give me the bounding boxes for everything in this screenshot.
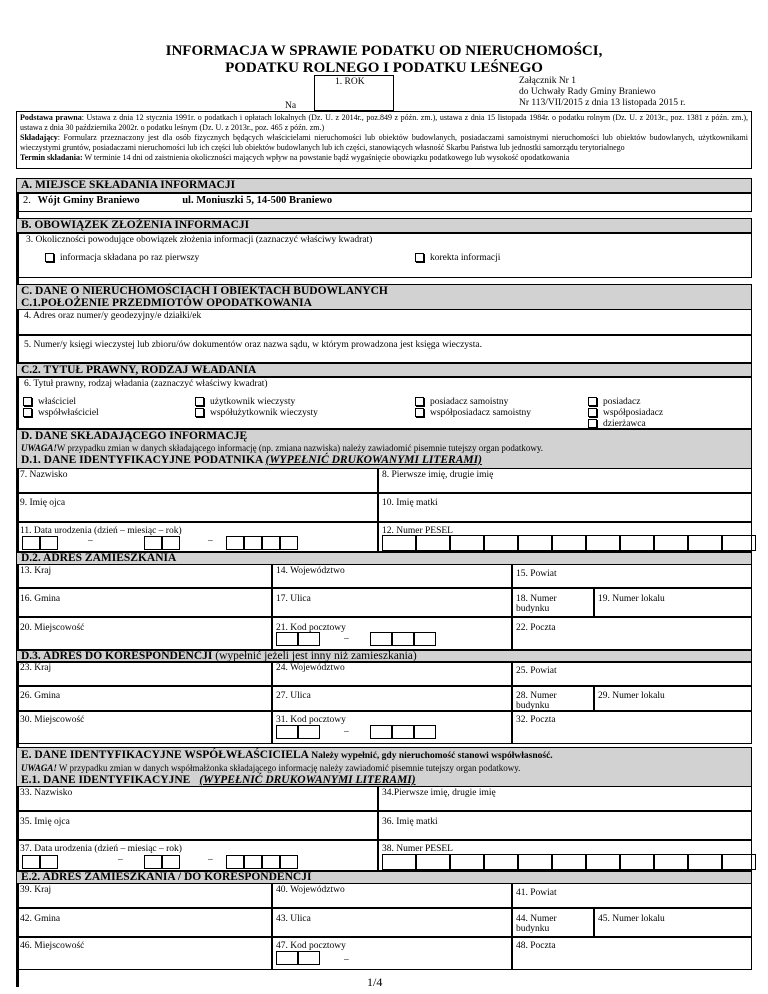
digit-box[interactable] xyxy=(382,854,416,870)
title-col1 xyxy=(23,397,99,419)
digit-box[interactable] xyxy=(620,535,654,551)
digit-box[interactable] xyxy=(518,854,552,870)
field46-label: 46. Miejscowość xyxy=(20,941,85,951)
title-col4 xyxy=(588,397,663,430)
digit-box[interactable] xyxy=(298,951,320,965)
field5-label: 5. Numer/y księgi wieczystej lub zbioru/ów dokumentów oraz nazwa sądu, w którym prowadzona jest księga wieczysta. xyxy=(24,340,482,350)
field45-flat-no[interactable] xyxy=(594,908,752,937)
digit-box[interactable] xyxy=(22,855,40,869)
digit-box[interactable] xyxy=(276,951,298,965)
digit-box[interactable] xyxy=(484,535,518,551)
field41-county[interactable] xyxy=(512,883,752,908)
section-e2-header: E.2. ADRES ZAMIESZKANIA / DO KORESPONDENCJI xyxy=(16,871,752,884)
field15-county[interactable] xyxy=(512,564,752,588)
field12-label: 12. Numer PESEL xyxy=(382,526,453,536)
field20-locality[interactable] xyxy=(16,617,272,650)
field43-street[interactable] xyxy=(272,908,512,937)
option-correction[interactable] xyxy=(415,253,500,263)
field15-label: 15. Powiat xyxy=(516,569,557,579)
opt-perpetual-user-label: użytkownik wieczysty xyxy=(210,397,296,407)
postal-separator: – xyxy=(344,955,349,965)
field40-voivodeship[interactable] xyxy=(272,883,512,908)
section-c2-header: C.2. TYTUŁ PRAWNY, RODZAJ WŁADANIA xyxy=(16,363,752,377)
digit-box[interactable] xyxy=(392,725,414,739)
field11-birth-date[interactable] xyxy=(16,522,378,552)
field24-voivodeship[interactable] xyxy=(272,661,512,686)
field17-label: 17. Ulica xyxy=(276,594,311,604)
option-first-filing-label: informacja składana po raz pierwszy xyxy=(60,253,200,263)
form-title-line2: PODATKU ROLNEGO I PODATKU LEŚNEGO xyxy=(225,60,543,76)
field39-label: 39. Kraj xyxy=(20,885,52,895)
field14-voivodeship[interactable] xyxy=(272,564,512,588)
option-correction-label: korekta informacji xyxy=(430,253,501,263)
opt-independent-holder-label: posiadacz samoistny xyxy=(430,397,509,407)
section-d-warning-label: UWAGA! xyxy=(21,443,57,453)
field23-country[interactable] xyxy=(16,661,272,686)
digit-box[interactable] xyxy=(370,725,392,739)
opt-co-perpetual-user[interactable] xyxy=(195,408,318,419)
opt-holder[interactable] xyxy=(588,397,663,408)
section-c-title: C. DANE O NIERUCHOMOŚCIACH I OBIEKTACH BUDOWLANYCH xyxy=(21,285,388,297)
opt-co-holder[interactable] xyxy=(588,408,663,419)
date-separator: – xyxy=(118,855,123,865)
field10-mother-name[interactable] xyxy=(378,493,752,522)
attachment-line3: Nr 113/VII/2015 z dnia 13 listopada 2015 r. xyxy=(519,98,686,108)
digit-box[interactable] xyxy=(40,536,58,550)
opt-co-perpetual-user-label: współużytkownik wieczysty xyxy=(210,408,318,418)
field16-commune[interactable] xyxy=(16,588,272,617)
section-b-header: B. OBOWIĄZEK ZŁOŻENIA INFORMACJI xyxy=(16,218,752,233)
digit-box[interactable] xyxy=(244,536,262,550)
option-first-filing[interactable] xyxy=(45,253,199,263)
field35-label: 35. Imię ojca xyxy=(20,817,70,827)
opt-owner-label: właściciel xyxy=(38,397,76,407)
legal-basis-block xyxy=(16,111,752,169)
checkbox-icon[interactable] xyxy=(415,397,424,406)
year-label: 1. ROK xyxy=(335,77,365,87)
digit-box[interactable] xyxy=(162,855,180,869)
digit-box[interactable] xyxy=(484,854,518,870)
opt-co-independent-holder-label: współposiadacz samoistny xyxy=(430,408,532,418)
section-e-warning-label: UWAGA! xyxy=(21,763,57,773)
opt-coowner[interactable] xyxy=(23,408,99,419)
digit-box[interactable] xyxy=(276,725,298,739)
digit-box[interactable] xyxy=(416,854,450,870)
digit-box[interactable] xyxy=(414,725,436,739)
field13-label: 13. Kraj xyxy=(20,566,52,576)
digit-box[interactable] xyxy=(370,632,392,646)
field19-label: 19. Numer lokalu xyxy=(598,594,665,604)
field16-label: 16. Gmina xyxy=(20,594,61,604)
section-e1-title: E.1. DANE IDENTYFIKACYJNE xyxy=(21,774,191,786)
opt-perpetual-user[interactable] xyxy=(195,397,318,408)
digit-box[interactable] xyxy=(144,855,162,869)
field4-address-parcels[interactable] xyxy=(16,309,752,335)
field23-label: 23. Kraj xyxy=(20,663,52,673)
digit-box[interactable] xyxy=(450,535,484,551)
postal-separator: – xyxy=(344,727,349,737)
date-separator: – xyxy=(88,536,93,546)
digit-box[interactable] xyxy=(40,855,58,869)
digit-box[interactable] xyxy=(382,535,416,551)
postal-separator: – xyxy=(344,634,349,644)
field7-label: 7. Nazwisko xyxy=(20,470,68,480)
date-separator: – xyxy=(208,855,213,865)
opt-independent-holder[interactable] xyxy=(415,397,531,408)
checkbox-icon[interactable] xyxy=(23,397,32,406)
field29-label: 29. Numer lokalu xyxy=(598,691,665,701)
digit-box[interactable] xyxy=(226,855,244,869)
digit-box[interactable] xyxy=(722,535,756,551)
attachment-line1: Załącznik Nr 1 xyxy=(519,76,576,86)
digit-box[interactable] xyxy=(276,632,298,646)
digit-box[interactable] xyxy=(722,854,756,870)
field13-country[interactable] xyxy=(16,564,272,588)
digit-box[interactable] xyxy=(244,855,262,869)
field26-label: 26. Gmina xyxy=(20,691,61,701)
digit-box[interactable] xyxy=(414,632,436,646)
field40-label: 40. Województwo xyxy=(276,885,345,895)
digit-box[interactable] xyxy=(552,854,586,870)
field47-label: 47. Kod pocztowy xyxy=(276,941,346,951)
checkbox-icon[interactable] xyxy=(588,397,597,406)
office-address: ul. Moniuszki 5, 14-500 Braniewo xyxy=(182,195,333,206)
field6-label: 6. Tytuł prawny, rodzaj władania (zaznaczyć właściwy kwadrat) xyxy=(24,379,268,389)
field48-post-office[interactable] xyxy=(512,937,752,970)
field27-street[interactable] xyxy=(272,686,512,711)
field37-label: 37. Data urodzenia (dzień – miesiąc – rok) xyxy=(20,844,182,854)
field14-label: 14. Województwo xyxy=(276,566,345,576)
office-name: Wójt Gminy Braniewo xyxy=(37,195,140,206)
field32-label: 32. Poczta xyxy=(516,715,556,725)
field6-legal-title xyxy=(16,377,752,429)
section-c-header xyxy=(16,284,752,310)
section-a-header: A. MIEJSCE SKŁADANIA INFORMACJI xyxy=(16,178,752,193)
field28-building-no[interactable] xyxy=(512,686,594,711)
checkbox-icon[interactable] xyxy=(588,419,597,428)
title-col2 xyxy=(195,397,318,419)
field43-label: 43. Ulica xyxy=(276,914,311,924)
checkbox-icon[interactable] xyxy=(415,408,424,417)
digit-box[interactable] xyxy=(416,535,450,551)
attachment-note xyxy=(519,76,685,109)
form-title-line1: INFORMACJA W SPRAWIE PODATKU OD NIERUCHOMOŚCI, xyxy=(165,43,603,59)
field26-commune[interactable] xyxy=(16,686,272,711)
field11-label: 11. Data urodzenia (dzień – miesiąc – rok) xyxy=(20,526,182,536)
section-d3-title: D.3. ADRES DO KORESPONDENCJI xyxy=(21,650,213,662)
field39-country[interactable] xyxy=(16,883,272,908)
field48-label: 48. Poczta xyxy=(516,941,556,951)
field5-land-register[interactable] xyxy=(16,335,752,363)
digit-box[interactable] xyxy=(262,536,280,550)
digit-box[interactable] xyxy=(586,535,620,551)
section-d-header xyxy=(16,429,752,469)
section-d1-note: (WYPEŁNIĆ DRUKOWANYMI LITERAMI) xyxy=(265,454,482,466)
opt-owner[interactable] xyxy=(23,397,99,408)
checkbox-icon[interactable] xyxy=(415,253,424,262)
field9-label: 9. Imię ojca xyxy=(20,498,66,508)
podstawa-text: : Ustawa z dnia 12 stycznia 1991r. o podatkach i opłatach lokalnych (Dz. U. z 2014r., poz.849 z późn. zm.), ustawa z dnia 15 listopada 1984r. o podatku rolnym (Dz. U. z 2013r., poz. 1381 z późn. zm.), ustawa z dnia 30 października 2002r. o podatku leśnym (Dz. U. z 2013r., poz. 465 z późn. zm.) xyxy=(20,113,748,132)
field42-label: 42. Gmina xyxy=(20,914,61,924)
field29-flat-no[interactable] xyxy=(594,686,752,711)
checkbox-icon[interactable] xyxy=(45,253,54,262)
termin-label: Termin składania: xyxy=(20,153,83,162)
digit-box[interactable] xyxy=(298,632,320,646)
checkbox-icon[interactable] xyxy=(195,408,204,417)
field20-label: 20. Miejscowość xyxy=(20,623,85,633)
field30-label: 30. Miejscowość xyxy=(20,715,85,725)
checkbox-icon[interactable] xyxy=(23,408,32,417)
page-number: 1/4 xyxy=(367,975,383,989)
field24-label: 24. Województwo xyxy=(276,663,345,673)
section-e-note: Należy wypełnić, gdy nieruchomość stanowi współwłasność. xyxy=(311,751,553,761)
digit-box[interactable] xyxy=(688,535,722,551)
field19-flat-no[interactable] xyxy=(594,588,752,617)
digit-box[interactable] xyxy=(226,536,244,550)
field36-label: 36. Imię matki xyxy=(382,817,438,827)
section-e-warning-text: W przypadku zmian w danych współmałżonka składającego informację należy zawiadomić pisemnie tutejszy organ podatkowy. xyxy=(56,763,521,773)
field8-label: 8. Pierwsze imię, drugie imię xyxy=(382,470,494,480)
field27-label: 27. Ulica xyxy=(276,691,311,701)
field32-post-office[interactable] xyxy=(512,711,752,744)
field42-commune[interactable] xyxy=(16,908,272,937)
field25-label: 25. Powiat xyxy=(516,666,557,676)
field45-label: 45. Numer lokalu xyxy=(598,914,665,924)
field10-label: 10. Imię matki xyxy=(382,498,438,508)
digit-box[interactable] xyxy=(162,536,180,550)
attachment-line2: do Uchwały Rady Gminy Braniewo xyxy=(519,87,656,97)
digit-box[interactable] xyxy=(654,854,688,870)
field18-building-no[interactable] xyxy=(512,588,594,617)
section-c1-title: C.1.POŁOŻENIE PRZEDMIOTÓW OPODATKOWANIA xyxy=(21,297,312,309)
section-d-title: D. DANE SKŁADAJĄCEGO INFORMACJĘ xyxy=(21,430,248,442)
field33-surname[interactable] xyxy=(16,786,378,811)
digit-box[interactable] xyxy=(22,536,40,550)
termin-text: W terminie 14 dni od zaistnienia okoliczności mających wpływ na powstanie bądź wygaśnięcie obowiązku podatkowego lub wysokość opodatkowania xyxy=(82,153,570,162)
digit-box[interactable] xyxy=(518,535,552,551)
obligation-box xyxy=(16,233,752,278)
na-label: Na xyxy=(285,101,297,111)
section-e-header xyxy=(16,747,752,787)
field22-post-office[interactable] xyxy=(512,617,752,650)
field2-num: 2. xyxy=(23,195,31,206)
field36-mother-name[interactable] xyxy=(378,811,752,840)
field17-street[interactable] xyxy=(272,588,512,617)
digit-box[interactable] xyxy=(654,535,688,551)
digit-box[interactable] xyxy=(144,536,162,550)
digit-box[interactable] xyxy=(586,854,620,870)
field18-label: 18. Numer budynku xyxy=(516,594,557,614)
opt-tenant-label: dzierżawca xyxy=(603,419,646,429)
checkbox-icon[interactable] xyxy=(195,397,204,406)
field34-first-names[interactable] xyxy=(378,786,752,811)
field28-label: 28. Numer budynku xyxy=(516,691,557,711)
opt-coowner-label: współwłaściciel xyxy=(38,408,99,418)
field35-father-name[interactable] xyxy=(16,811,378,840)
skladajacy-label: Składający xyxy=(20,133,58,142)
digit-box[interactable] xyxy=(298,725,320,739)
field34-label: 34.Pierwsze imię, drugie imię xyxy=(382,788,496,798)
digit-box[interactable] xyxy=(262,855,280,869)
submission-place xyxy=(16,193,752,212)
field3-label: 3. Okoliczności powodujące obowiązek złożenia informacji (zaznaczyć właściwy kwadrat) xyxy=(26,235,373,245)
opt-co-independent-holder[interactable] xyxy=(415,408,531,419)
field9-father-name[interactable] xyxy=(16,493,378,522)
field46-locality[interactable] xyxy=(16,937,272,970)
digit-box[interactable] xyxy=(688,854,722,870)
digit-box[interactable] xyxy=(552,535,586,551)
section-d2-header: D.2. ADRES ZAMIESZKANIA xyxy=(16,552,752,565)
opt-co-holder-label: współposiadacz xyxy=(603,408,664,418)
field33-label: 33. Nazwisko xyxy=(20,788,73,798)
year-box[interactable] xyxy=(314,75,394,111)
field44-building-no[interactable] xyxy=(512,908,594,937)
field22-label: 22. Poczta xyxy=(516,623,556,633)
digit-box[interactable] xyxy=(280,536,298,550)
digit-box[interactable] xyxy=(280,855,298,869)
digit-box[interactable] xyxy=(450,854,484,870)
section-e1-note: (WYPEŁNIĆ DRUKOWANYMI LITERAMI) xyxy=(199,774,416,786)
digit-box[interactable] xyxy=(620,854,654,870)
field8-first-names[interactable] xyxy=(378,468,752,493)
field41-label: 41. Powiat xyxy=(516,888,557,898)
opt-holder-label: posiadacz xyxy=(603,397,641,407)
field25-county[interactable] xyxy=(512,661,752,686)
field37-birth-date[interactable] xyxy=(16,840,378,871)
date-separator: – xyxy=(208,536,213,546)
title-col3 xyxy=(415,397,531,419)
field31-label: 31. Kod pocztowy xyxy=(276,715,346,725)
field21-label: 21. Kod pocztowy xyxy=(276,623,346,633)
skladajacy-text: : Formularz przeznaczony jest dla osób fizycznych będących właścicielami nieruchomości lub obiektów budowlanych, posiadaczami samoistnymi nieruchomości lub obiektów budowlanych, użytkownikami wieczystymi gruntów, posiadaczami nieruchomości lub ich części lub obiektów budowlanych lub ich części, stanowiących własność Skarbu Państwa lub jednostki samorządu terytorialnego xyxy=(20,133,748,152)
section-e-title: E. DANE IDENTYFIKACYJNE WSPÓŁWŁAŚCICIELA xyxy=(21,749,309,761)
section-d-warning-text: W przypadku zmian w danych składającego informację (np. zmiana nazwiska) należy zawiadomić pisemnie tutejszy organ podatkowy. xyxy=(56,443,544,453)
podstawa-label: Podstawa prawna xyxy=(20,113,82,122)
digit-box[interactable] xyxy=(392,632,414,646)
section-d1-title: D.1. DANE IDENTYFIKACYJNE PODATNIKA xyxy=(21,454,263,466)
field44-label: 44. Numer budynku xyxy=(516,914,557,934)
field4-label: 4. Adres oraz numer/y geodezyjny/e działki/ek xyxy=(24,311,202,321)
field38-label: 38. Numer PESEL xyxy=(382,844,453,854)
field30-locality[interactable] xyxy=(16,711,272,744)
checkbox-icon[interactable] xyxy=(588,408,597,417)
section-d3-note: (wypełnić jeżeli jest inny niż zamieszkania) xyxy=(215,650,417,662)
field7-surname[interactable] xyxy=(16,468,378,493)
